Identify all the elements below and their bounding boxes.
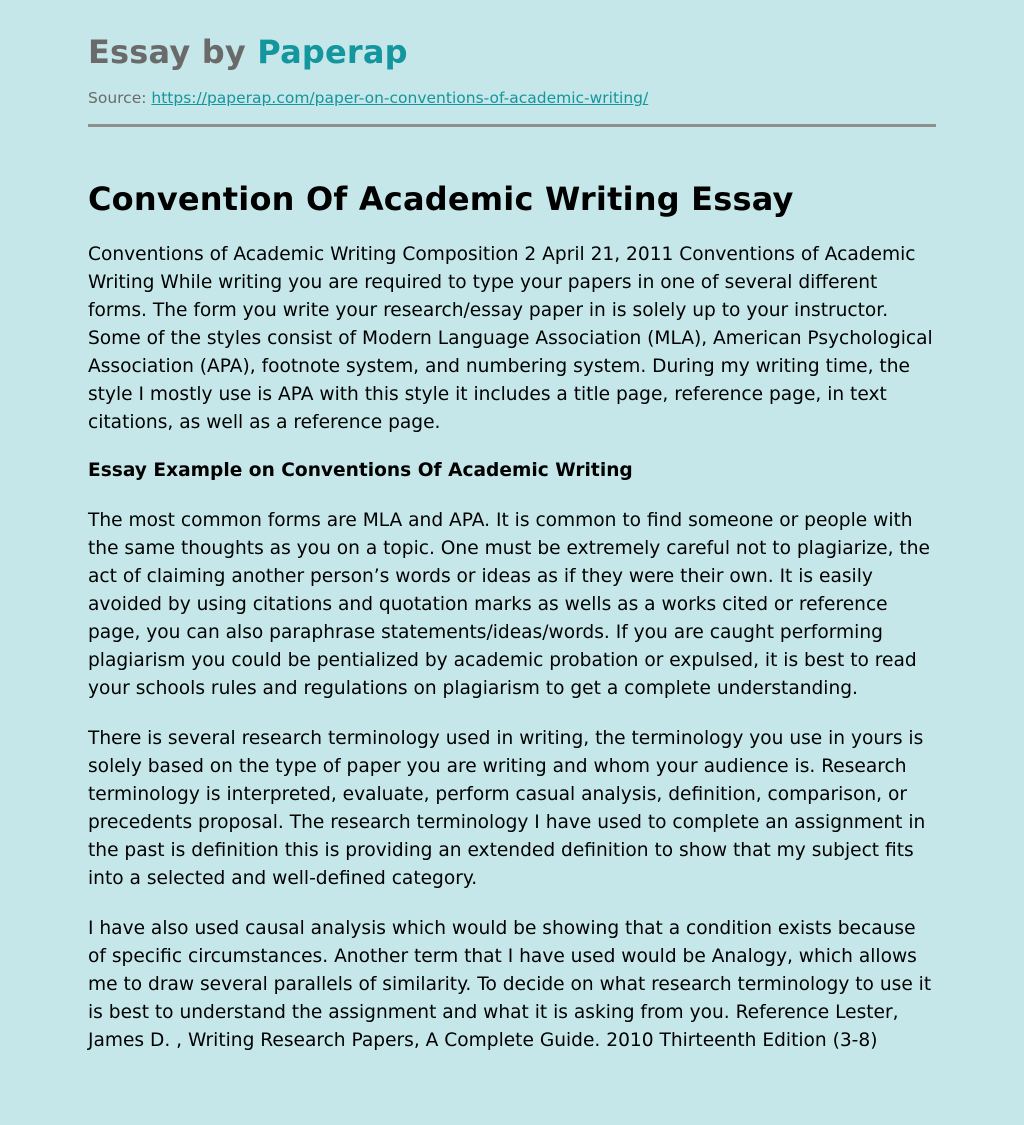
source-link[interactable]: https://paperap.com/paper-on-conventions-of-academic-writing/ [151, 89, 649, 107]
site-brand[interactable] [88, 32, 936, 72]
paragraph-3: There is several research terminology used in writing, the terminology you use in yours is solely based on the type of paper you are writing and whom your audience is. Research terminology is interpreted, evaluate, perform casual analysis, definition, comparison, or precedents proposal. The research terminology I have used to complete an assignment in the past is definition this is providing an extended definition to show that my subject fits into a selected and well-defined category. [88, 728, 926, 889]
brand-prefix: Essay by [88, 33, 258, 71]
header-divider [88, 124, 936, 127]
page [88, 0, 936, 1055]
paragraph-1: Conventions of Academic Writing Composition 2 April 21, 2011 Conventions of Academic Writing While writing you are required to type your papers in one of several different forms. The form you write your research/essay paper in is solely up to your instructor. Some of the styles consist of Modern Language Association (MLA), American Psychological Association (APA), footnote system, and numbering system. During my writing time, the style I mostly use is APA with this style it includes a title page, reference page, in text citations, as well as a reference page. [88, 244, 933, 433]
paragraph-2: The most common forms are MLA and APA. It is common to find someone or people with the same thoughts as you on a topic. One must be extremely careful not to plagiarize, the act of claiming another person’s words or ideas as if they were their own. It is easily avoided by using citations and quotation marks as wells as a works cited or reference page, you can also paraphrase statements/ideas/words. If you are caught performing plagiarism you could be pentialized by academic probation or expulsed, it is best to read your schools rules and regulations on plagiarism to get a complete understanding. [88, 510, 930, 699]
article-title: Convention Of Academic Writing Essay [88, 180, 794, 218]
brand-name: Paperap [257, 33, 408, 71]
source-line [88, 87, 936, 109]
source-label: Source: [88, 89, 147, 107]
paragraph-4: I have also used causal analysis which would be showing that a condition exists because of specific circumstances. Another term that I have used would be Analogy, which allows me to draw several parallels of similarity. To decide on what research terminology to use it is best to understand the assignment and what it is asking from you. Reference Lester, James D. , Writing Research Papers, A Complete Guide. 2010 Thirteenth Edition (3-8) [88, 918, 932, 1051]
article-subheading: Essay Example on Conventions Of Academic Writing [88, 460, 633, 481]
